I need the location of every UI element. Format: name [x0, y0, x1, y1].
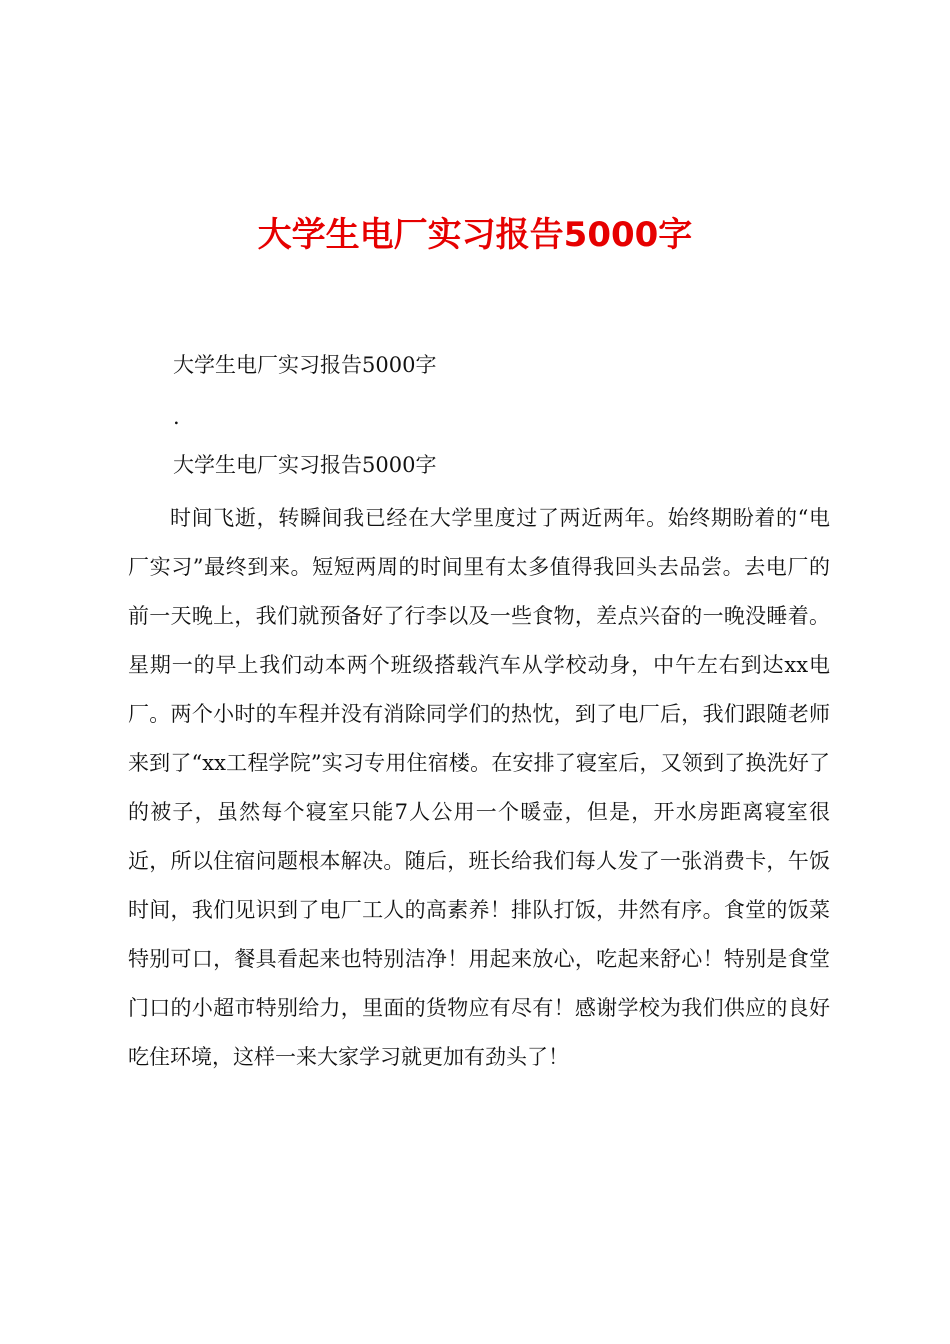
repeated-subtitle-line: 大学生电厂实习报告5000字: [173, 453, 437, 477]
subtitle-line: 大学生电厂实习报告5000字: [173, 353, 437, 377]
separator-dot: .: [173, 405, 180, 429]
document-title: 大学生电厂实习报告5000字: [257, 215, 693, 255]
body-paragraph: 时间飞逝，转瞬间我已经在大学里度过了两近两年。始终期盼着的“电厂实习”最终到来。短短两周的时间里有太多值得我回头去品尝。去电厂的前一天晚上，我们就预备好了行李以及一些食物，差点兴奋的一晚没睡着。星期一的早上我们动本两个班级搭载汽车从学校动身，中午左右到达xx电厂。两个小时的车程并没有消除同学们的热忱，到了电厂后，我们跟随老师来到了“xx工程学院”实习专用住宿楼。在安排了寝室后，又领到了换洗好了的被子，虽然每个寝室只能7人公用一个暖壶，但是，开水房距离寝室很近，所以住宿问题根本解决。随后，班长给我们每人发了一张消费卡，午饭时间，我们见识到了电厂工人的高素养！排队打饭，井然有序。食堂的饭菜特别可口，餐具看起来也特别洁净！用起来放心，吃起来舒心！特别是食堂门口的小超市特别给力，里面的货物应有尽有！感谢学校为我们供应的良好吃住环境，这样一来大家学习就更加有劲头了！: [128, 506, 830, 1069]
